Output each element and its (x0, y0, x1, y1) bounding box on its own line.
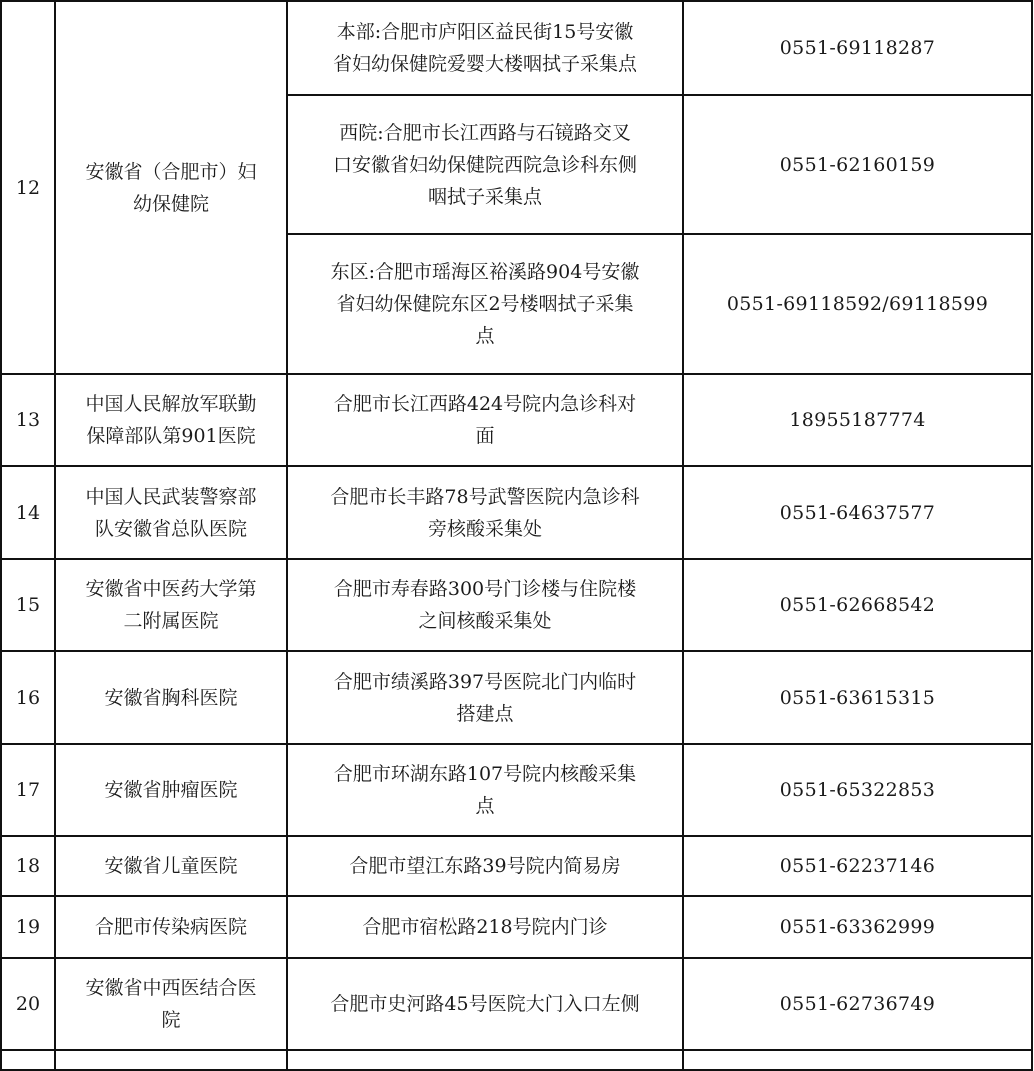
hospital-name (55, 744, 287, 836)
address-line: 咽拭子采集点 (427, 185, 542, 208)
row-number: 16 (1, 651, 55, 744)
hospital-name-line: 安徽省（合肥市）妇 (85, 160, 257, 183)
table-row (1, 896, 1032, 958)
table-row (1, 836, 1032, 896)
contact-phone: 0551-62160159 (683, 95, 1032, 234)
table-row (1, 744, 1032, 836)
table-row (1, 1, 1032, 95)
address-line: 西院:合肥市长江西路与石镜路交叉 (339, 121, 631, 144)
address-line: 口安徽省妇幼保健院西院急诊科东侧 (332, 153, 637, 176)
hospital-name (55, 836, 287, 896)
hospital-name-line: 二附属医院 (123, 610, 219, 632)
site-address (287, 374, 683, 466)
hospital-name (55, 896, 287, 958)
contact-phone: 0551-62668542 (683, 559, 1032, 651)
address-line: 合肥市史河路45号医院大门入口左侧 (330, 993, 640, 1015)
row-number: 14 (1, 466, 55, 559)
hospital-name-line: 保障部队第901医院 (86, 425, 256, 447)
contact-phone: 0551-63615315 (683, 651, 1032, 744)
hospital-name (55, 374, 287, 466)
address-line: 点 (475, 325, 495, 347)
contact-phone: 0551-63362999 (683, 896, 1032, 958)
address-line: 面 (475, 425, 495, 447)
address-line: 搭建点 (456, 702, 514, 725)
address-line: 东区:合肥市瑶海区裕溪路904号安徽 (330, 261, 640, 283)
site-address (287, 836, 683, 896)
hospital-name-line: 中国人民武装警察部 (85, 485, 257, 508)
row-number: 18 (1, 836, 55, 896)
contact-phone: 0551-64637577 (683, 466, 1032, 559)
hospital-name (55, 559, 287, 651)
row-number: 19 (1, 896, 55, 958)
hospital-name (55, 958, 287, 1050)
cell-empty (683, 1050, 1032, 1070)
table-row (1, 958, 1032, 1050)
row-number: 17 (1, 744, 55, 836)
table-row (1, 374, 1032, 466)
address-line: 之间核酸采集处 (418, 610, 552, 632)
site-address (287, 466, 683, 559)
site-address (287, 234, 683, 374)
site-address (287, 95, 683, 234)
hospital-name-line: 中国人民解放军联勤 (85, 393, 257, 415)
address-line: 旁核酸采集处 (427, 517, 542, 540)
hospital-name-line: 合肥市传染病医院 (94, 916, 247, 938)
contact-phone: 0551-69118592/69118599 (683, 234, 1032, 374)
contact-phone: 18955187774 (683, 374, 1032, 466)
table-row-continued (1, 1050, 1032, 1070)
row-number: 15 (1, 559, 55, 651)
row-number: 20 (1, 958, 55, 1050)
hospital-name (55, 466, 287, 559)
table-row (1, 559, 1032, 651)
address-line: 合肥市长丰路78号武警医院内急诊科 (330, 485, 640, 508)
table-row (1, 466, 1032, 559)
hospital-name-line: 院 (161, 1009, 181, 1031)
site-address (287, 744, 683, 836)
row-number: 12 (1, 1, 55, 374)
cell-empty (287, 1050, 683, 1070)
hospital-name-line: 安徽省中西医结合医 (85, 977, 257, 999)
address-line: 省妇幼保健院东区2号楼咽拭子采集 (336, 293, 634, 315)
row-number: 13 (1, 374, 55, 466)
hospital-name-line: 幼保健院 (132, 192, 209, 215)
cell-empty (55, 1050, 287, 1070)
hospital-name-line: 安徽省胸科医院 (104, 686, 238, 709)
address-line: 合肥市望江东路39号院内简易房 (349, 855, 621, 877)
site-address (287, 896, 683, 958)
address-line: 点 (475, 795, 495, 817)
contact-phone: 0551-62736749 (683, 958, 1032, 1050)
address-line: 省妇幼保健院爱婴大楼咽拭子采集点 (332, 53, 637, 75)
hospital-name-line: 安徽省肿瘤医院 (104, 779, 238, 801)
site-address (287, 958, 683, 1050)
contact-phone: 0551-65322853 (683, 744, 1032, 836)
address-line: 合肥市环湖东路107号院内核酸采集 (333, 763, 637, 785)
address-line: 合肥市宿松路218号院内门诊 (362, 916, 608, 938)
address-line: 合肥市绩溪路397号医院北门内临时 (333, 670, 637, 693)
contact-phone: 0551-69118287 (683, 1, 1032, 95)
address-line: 本部:合肥市庐阳区益民街15号安徽 (336, 21, 634, 43)
hospital-name-line: 队安徽省总队医院 (94, 517, 247, 540)
address-line: 合肥市长江西路424号院内急诊科对 (333, 393, 637, 415)
address-line: 合肥市寿春路300号门诊楼与住院楼 (333, 578, 637, 600)
hospital-name (55, 651, 287, 744)
hospital-name (55, 1, 287, 374)
table-row (1, 651, 1032, 744)
site-address (287, 651, 683, 744)
hospital-name-line: 安徽省儿童医院 (104, 855, 238, 877)
cell-empty (1, 1050, 55, 1070)
site-address (287, 559, 683, 651)
hospital-name-line: 安徽省中医药大学第 (85, 578, 257, 600)
site-address (287, 1, 683, 95)
contact-phone: 0551-62237146 (683, 836, 1032, 896)
